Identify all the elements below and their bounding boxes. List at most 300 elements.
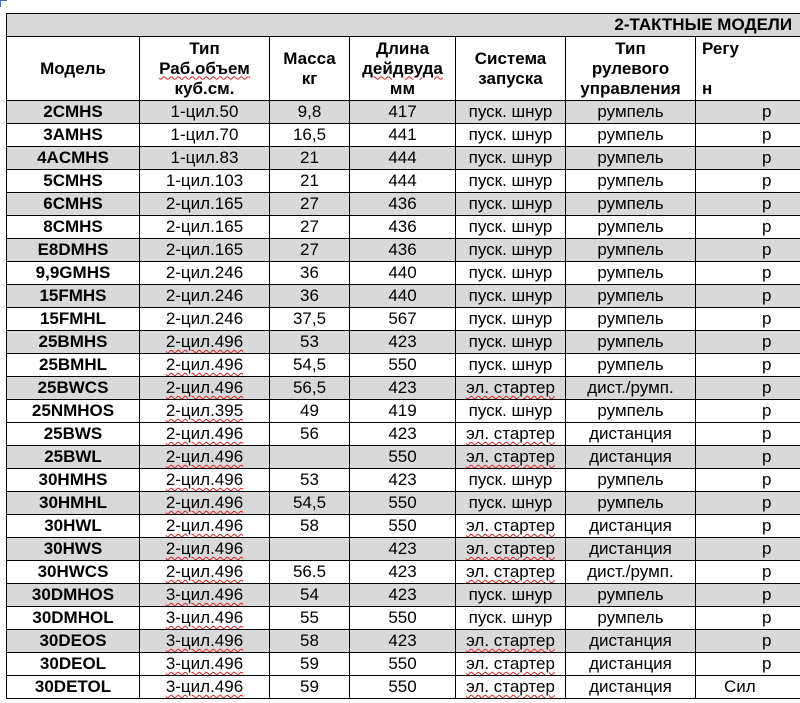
cell-steering-text: румпель bbox=[597, 240, 664, 259]
table-row bbox=[7, 492, 800, 515]
cell-regulation-text: р bbox=[762, 217, 772, 236]
cell-length bbox=[350, 331, 456, 354]
col-header-regulation bbox=[696, 37, 800, 101]
cell-model bbox=[7, 630, 140, 653]
cell-start-text: эл. стартер bbox=[466, 654, 555, 673]
cell-start-text: эл. стартер bbox=[466, 516, 555, 535]
cell-steering bbox=[566, 239, 696, 262]
cell-model bbox=[7, 285, 140, 308]
cell-regulation bbox=[696, 400, 800, 423]
cell-mass bbox=[270, 147, 350, 170]
cell-mass bbox=[270, 423, 350, 446]
cell-type bbox=[140, 285, 270, 308]
cell-mass-text: 27 bbox=[300, 217, 319, 236]
cell-type-text: 3-цил.496 bbox=[165, 654, 244, 673]
cell-steering-text: румпель bbox=[597, 401, 664, 420]
cell-steering-text: румпель bbox=[597, 470, 664, 489]
cell-type bbox=[140, 147, 270, 170]
cell-model-text: 4ACMHS bbox=[37, 148, 109, 167]
cell-mass bbox=[270, 101, 350, 124]
cell-start-text: пуск. шнур bbox=[468, 217, 553, 236]
cell-steering bbox=[566, 193, 696, 216]
cell-steering bbox=[566, 216, 696, 239]
cell-regulation bbox=[696, 653, 800, 676]
cell-start-text: пуск. шнур bbox=[468, 493, 553, 512]
cell-length bbox=[350, 170, 456, 193]
cell-start bbox=[456, 561, 566, 584]
cell-regulation-text: р bbox=[762, 631, 772, 650]
cell-type bbox=[140, 584, 270, 607]
cell-mass bbox=[270, 170, 350, 193]
cell-model-text: 30HMHS bbox=[38, 470, 108, 489]
models-table bbox=[6, 13, 800, 699]
cell-mass bbox=[270, 285, 350, 308]
cell-mass bbox=[270, 216, 350, 239]
cell-length bbox=[350, 561, 456, 584]
cell-type bbox=[140, 446, 270, 469]
cell-mass-text: 53 bbox=[300, 470, 319, 489]
cell-length-text: 550 bbox=[388, 493, 417, 512]
cell-type bbox=[140, 354, 270, 377]
cell-steering bbox=[566, 515, 696, 538]
cell-type-text: 1-цил.83 bbox=[170, 148, 239, 167]
cell-length-text: 423 bbox=[388, 470, 417, 489]
cell-mass bbox=[270, 400, 350, 423]
cell-mass bbox=[270, 538, 350, 561]
cell-start-text: пуск. шнур bbox=[468, 608, 553, 627]
cell-mass bbox=[270, 377, 350, 400]
cell-steering-text: румпель bbox=[597, 608, 664, 627]
cell-model bbox=[7, 676, 140, 699]
cell-length bbox=[350, 377, 456, 400]
cell-start-text: эл. стартер bbox=[466, 539, 555, 558]
header-line: кг bbox=[301, 68, 318, 88]
cell-mass bbox=[270, 308, 350, 331]
cell-regulation bbox=[696, 216, 800, 239]
cell-steering-text: румпель bbox=[597, 263, 664, 282]
cell-steering-text: дист./румп. bbox=[587, 562, 674, 581]
cell-model-text: E8DMHS bbox=[37, 240, 109, 259]
cell-type bbox=[140, 377, 270, 400]
cell-mass bbox=[270, 239, 350, 262]
cell-length bbox=[350, 308, 456, 331]
cell-mass-text: 16,5 bbox=[292, 125, 327, 144]
cell-regulation-text: р bbox=[762, 654, 772, 673]
header-line: Регу bbox=[702, 38, 739, 58]
cell-type bbox=[140, 262, 270, 285]
cell-type-text: 2-цил.496 bbox=[165, 355, 244, 374]
cell-length-text: 444 bbox=[388, 171, 417, 190]
cell-mass bbox=[270, 630, 350, 653]
cell-steering-text: румпель bbox=[597, 309, 664, 328]
cell-steering bbox=[566, 492, 696, 515]
table-row bbox=[7, 262, 800, 285]
cell-start bbox=[456, 285, 566, 308]
cell-type bbox=[140, 331, 270, 354]
cell-mass bbox=[270, 607, 350, 630]
cell-steering-text: дистанция bbox=[589, 654, 672, 673]
cell-regulation-text: р bbox=[762, 355, 772, 374]
cell-mass bbox=[270, 676, 350, 699]
cell-length bbox=[350, 239, 456, 262]
cell-model-text: 30DMHOL bbox=[32, 608, 114, 627]
cell-length bbox=[350, 515, 456, 538]
cell-steering-text: румпель bbox=[597, 332, 664, 351]
cell-regulation-text: р bbox=[762, 539, 772, 558]
cell-start bbox=[456, 538, 566, 561]
cell-start bbox=[456, 331, 566, 354]
cell-mass bbox=[270, 446, 350, 469]
cell-start bbox=[456, 515, 566, 538]
table-row bbox=[7, 239, 800, 262]
cell-regulation-text: р bbox=[762, 171, 772, 190]
cell-start bbox=[456, 377, 566, 400]
cell-type-text: 1-цил.70 bbox=[170, 125, 239, 144]
cell-start bbox=[456, 607, 566, 630]
header-line: куб.см. bbox=[174, 78, 235, 98]
cell-model-text: 8CMHS bbox=[43, 217, 103, 236]
cell-model-text: 30DETOL bbox=[34, 677, 112, 696]
col-header-type bbox=[140, 37, 270, 101]
cell-mass bbox=[270, 515, 350, 538]
cell-type-text: 2-цил.246 bbox=[165, 263, 244, 282]
cell-mass bbox=[270, 262, 350, 285]
cell-steering-text: румпель bbox=[597, 217, 664, 236]
cell-type bbox=[140, 538, 270, 561]
cell-type bbox=[140, 239, 270, 262]
cell-length bbox=[350, 101, 456, 124]
cell-regulation-text: р bbox=[762, 608, 772, 627]
cell-model-text: 9,9GMHS bbox=[35, 263, 111, 282]
cell-regulation bbox=[696, 262, 800, 285]
cell-regulation bbox=[696, 147, 800, 170]
cell-steering-text: румпель bbox=[597, 148, 664, 167]
cell-type-text: 3-цил.496 bbox=[165, 585, 244, 604]
cell-steering-text: румпель bbox=[597, 125, 664, 144]
cell-model bbox=[7, 515, 140, 538]
cell-start-text: пуск. шнур bbox=[468, 263, 553, 282]
cell-start-text: эл. стартер bbox=[466, 677, 555, 696]
title-row bbox=[7, 14, 800, 37]
cell-mass-text: 36 bbox=[300, 263, 319, 282]
cell-length-text: 423 bbox=[388, 585, 417, 604]
cell-start bbox=[456, 492, 566, 515]
cell-regulation-text: р bbox=[762, 493, 772, 512]
cell-model bbox=[7, 377, 140, 400]
table-row bbox=[7, 400, 800, 423]
header-row bbox=[7, 37, 800, 101]
table-row bbox=[7, 124, 800, 147]
cell-regulation bbox=[696, 331, 800, 354]
header-line: Длина bbox=[375, 38, 430, 58]
cell-type-text: 2-цил.165 bbox=[165, 194, 244, 213]
cell-steering-text: дист./румп. bbox=[587, 378, 674, 397]
cell-length bbox=[350, 354, 456, 377]
cell-length-text: 550 bbox=[388, 516, 417, 535]
cell-type-text: 2-цил.165 bbox=[165, 240, 244, 259]
cell-start-text: пуск. шнур bbox=[468, 309, 553, 328]
cell-model bbox=[7, 216, 140, 239]
cell-length-text: 550 bbox=[388, 355, 417, 374]
cell-start-text: пуск. шнур bbox=[468, 401, 553, 420]
cell-regulation-text: р bbox=[762, 401, 772, 420]
cell-start bbox=[456, 446, 566, 469]
cell-mass-text: 58 bbox=[300, 631, 319, 650]
cell-regulation bbox=[696, 285, 800, 308]
cell-type bbox=[140, 124, 270, 147]
cell-length bbox=[350, 423, 456, 446]
cell-start bbox=[456, 584, 566, 607]
cell-mass bbox=[270, 492, 350, 515]
table-row bbox=[7, 147, 800, 170]
cell-start-text: эл. стартер bbox=[466, 631, 555, 650]
table-row bbox=[7, 354, 800, 377]
cell-start bbox=[456, 262, 566, 285]
cell-steering bbox=[566, 262, 696, 285]
cell-type bbox=[140, 630, 270, 653]
cell-steering bbox=[566, 653, 696, 676]
cell-start-text: эл. стартер bbox=[466, 447, 555, 466]
cell-model bbox=[7, 584, 140, 607]
cell-model bbox=[7, 653, 140, 676]
cell-start bbox=[456, 170, 566, 193]
sheet-corner-marker bbox=[0, 0, 7, 7]
cell-type-text: 2-цил.496 bbox=[165, 470, 244, 489]
cell-start-text: эл. стартер bbox=[466, 378, 555, 397]
cell-mass-text: 59 bbox=[300, 677, 319, 696]
cell-type bbox=[140, 561, 270, 584]
cell-steering bbox=[566, 676, 696, 699]
cell-type bbox=[140, 216, 270, 239]
cell-start bbox=[456, 653, 566, 676]
cell-steering bbox=[566, 170, 696, 193]
cell-start bbox=[456, 630, 566, 653]
cell-start bbox=[456, 423, 566, 446]
cell-type-text: 2-цил.496 bbox=[165, 539, 244, 558]
cell-start bbox=[456, 239, 566, 262]
cell-length-text: 550 bbox=[388, 677, 417, 696]
cell-length bbox=[350, 538, 456, 561]
table-row bbox=[7, 377, 800, 400]
cell-steering-text: румпель bbox=[597, 102, 664, 121]
table-row bbox=[7, 653, 800, 676]
cell-start-text: пуск. шнур bbox=[468, 240, 553, 259]
cell-model-text: 15FMHL bbox=[39, 309, 107, 328]
cell-length bbox=[350, 469, 456, 492]
cell-mass-text: 56 bbox=[300, 424, 319, 443]
cell-type bbox=[140, 423, 270, 446]
cell-model bbox=[7, 308, 140, 331]
cell-type bbox=[140, 653, 270, 676]
table-row bbox=[7, 469, 800, 492]
cell-regulation bbox=[696, 446, 800, 469]
cell-model-text: 25NMHOS bbox=[31, 401, 115, 420]
cell-mass-text: 36 bbox=[300, 286, 319, 305]
header-line: запуска bbox=[478, 68, 543, 88]
cell-regulation bbox=[696, 538, 800, 561]
col-header-start bbox=[456, 37, 566, 101]
cell-steering bbox=[566, 584, 696, 607]
cell-mass bbox=[270, 124, 350, 147]
cell-start-text: пуск. шнур bbox=[468, 355, 553, 374]
cell-length bbox=[350, 193, 456, 216]
cell-length-text: 436 bbox=[388, 240, 417, 259]
cell-regulation bbox=[696, 308, 800, 331]
cell-length bbox=[350, 147, 456, 170]
cell-length-text: 550 bbox=[388, 447, 417, 466]
col-header-model bbox=[7, 37, 140, 101]
table-row bbox=[7, 676, 800, 699]
cell-length-text: 423 bbox=[388, 332, 417, 351]
cell-model-text: 25BWCS bbox=[37, 378, 109, 397]
cell-regulation bbox=[696, 561, 800, 584]
cell-model bbox=[7, 400, 140, 423]
cell-mass bbox=[270, 469, 350, 492]
cell-start-text: пуск. шнур bbox=[468, 125, 553, 144]
cell-regulation bbox=[696, 469, 800, 492]
cell-steering bbox=[566, 308, 696, 331]
cell-model bbox=[7, 469, 140, 492]
cell-regulation-text: р bbox=[762, 148, 772, 167]
cell-type bbox=[140, 193, 270, 216]
header-line: Тип bbox=[189, 38, 220, 58]
table-row bbox=[7, 423, 800, 446]
cell-type-text: 3-цил.496 bbox=[165, 677, 244, 696]
cell-length bbox=[350, 676, 456, 699]
cell-type-text: 2-цил.496 bbox=[165, 493, 244, 512]
cell-length bbox=[350, 124, 456, 147]
header-line: дейдвуда bbox=[362, 58, 443, 78]
cell-length bbox=[350, 216, 456, 239]
cell-regulation bbox=[696, 170, 800, 193]
cell-steering bbox=[566, 630, 696, 653]
cell-type bbox=[140, 676, 270, 699]
cell-regulation bbox=[696, 515, 800, 538]
cell-model-text: 30DMHOS bbox=[31, 585, 115, 604]
cell-regulation-text: р bbox=[762, 240, 772, 259]
cell-mass-text: 56.5 bbox=[292, 562, 327, 581]
cell-type-text: 2-цил.496 bbox=[165, 447, 244, 466]
cell-length bbox=[350, 607, 456, 630]
cell-type-text: 2-цил.246 bbox=[165, 309, 244, 328]
cell-model-text: 6CMHS bbox=[43, 194, 103, 213]
cell-type-text: 2-цил.496 bbox=[165, 332, 244, 351]
header-line: Тип bbox=[615, 38, 646, 58]
table-title: 2-ТАКТНЫЕ МОДЕЛИ bbox=[7, 14, 800, 37]
cell-regulation bbox=[696, 377, 800, 400]
cell-regulation bbox=[696, 193, 800, 216]
cell-type-text: 2-цил.395 bbox=[165, 401, 244, 420]
cell-model-text: 30HWS bbox=[43, 539, 103, 558]
cell-regulation bbox=[696, 101, 800, 124]
cell-type-text: 1-цил.103 bbox=[165, 171, 244, 190]
cell-length-text: 423 bbox=[388, 378, 417, 397]
cell-model bbox=[7, 492, 140, 515]
cell-length-text: 440 bbox=[388, 286, 417, 305]
cell-model bbox=[7, 170, 140, 193]
cell-type-text: 3-цил.496 bbox=[165, 631, 244, 650]
cell-model bbox=[7, 423, 140, 446]
cell-regulation-text: р bbox=[762, 470, 772, 489]
cell-type-text: 3-цил.496 bbox=[165, 608, 244, 627]
cell-model-text: 5CMHS bbox=[43, 171, 103, 190]
cell-regulation bbox=[696, 492, 800, 515]
cell-steering-text: дистанция bbox=[589, 539, 672, 558]
cell-steering bbox=[566, 147, 696, 170]
cell-length-text: 440 bbox=[388, 263, 417, 282]
cell-model bbox=[7, 147, 140, 170]
cell-steering-text: румпель bbox=[597, 355, 664, 374]
cell-steering bbox=[566, 607, 696, 630]
cell-type bbox=[140, 308, 270, 331]
cell-regulation bbox=[696, 584, 800, 607]
cell-regulation-text: р bbox=[762, 102, 772, 121]
cell-regulation-text: Сил bbox=[724, 677, 756, 696]
cell-regulation bbox=[696, 607, 800, 630]
cell-regulation-text: р bbox=[762, 562, 772, 581]
cell-mass bbox=[270, 561, 350, 584]
cell-regulation-text: р bbox=[762, 194, 772, 213]
cell-length-text: 550 bbox=[388, 608, 417, 627]
header-line: Масса bbox=[283, 48, 336, 68]
cell-start-text: пуск. шнур bbox=[468, 286, 553, 305]
cell-length-text: 436 bbox=[388, 217, 417, 236]
cell-type bbox=[140, 101, 270, 124]
cell-steering-text: румпель bbox=[597, 194, 664, 213]
cell-mass-text: 49 bbox=[300, 401, 319, 420]
cell-length-text: 441 bbox=[388, 125, 417, 144]
cell-model bbox=[7, 446, 140, 469]
table-row bbox=[7, 515, 800, 538]
cell-type-text: 1-цил.50 bbox=[170, 102, 239, 121]
cell-length-text: 417 bbox=[388, 102, 417, 121]
cell-mass bbox=[270, 354, 350, 377]
cell-length-text: 423 bbox=[388, 539, 417, 558]
cell-mass-text: 21 bbox=[300, 171, 319, 190]
col-header-length bbox=[350, 37, 456, 101]
cell-mass-text: 58 bbox=[300, 516, 319, 535]
cell-steering bbox=[566, 400, 696, 423]
cell-start-text: пуск. шнур bbox=[468, 148, 553, 167]
cell-steering-text: дистанция bbox=[589, 631, 672, 650]
cell-length bbox=[350, 653, 456, 676]
cell-start-text: пуск. шнур bbox=[468, 470, 553, 489]
cell-start bbox=[456, 216, 566, 239]
cell-steering bbox=[566, 377, 696, 400]
cell-steering-text: румпель bbox=[597, 493, 664, 512]
cell-model-text: 25BWL bbox=[44, 447, 102, 466]
cell-regulation-text: р bbox=[762, 424, 772, 443]
cell-model-text: 3AMHS bbox=[43, 125, 103, 144]
cell-type-text: 2-цил.496 bbox=[165, 424, 244, 443]
cell-regulation-text: р bbox=[762, 378, 772, 397]
cell-steering bbox=[566, 124, 696, 147]
cell-steering bbox=[566, 561, 696, 584]
cell-start-text: пуск. шнур bbox=[468, 194, 553, 213]
cell-regulation-text: р bbox=[762, 332, 772, 351]
cell-type-text: 2-цил.496 bbox=[165, 378, 244, 397]
cell-regulation bbox=[696, 630, 800, 653]
cell-regulation bbox=[696, 423, 800, 446]
cell-length bbox=[350, 446, 456, 469]
table-row bbox=[7, 308, 800, 331]
cell-start-text: пуск. шнур bbox=[468, 171, 553, 190]
cell-mass-text: 54,5 bbox=[292, 355, 327, 374]
cell-length-text: 423 bbox=[388, 424, 417, 443]
cell-regulation bbox=[696, 354, 800, 377]
cell-model-text: 25BMHL bbox=[38, 355, 107, 374]
table-row bbox=[7, 331, 800, 354]
